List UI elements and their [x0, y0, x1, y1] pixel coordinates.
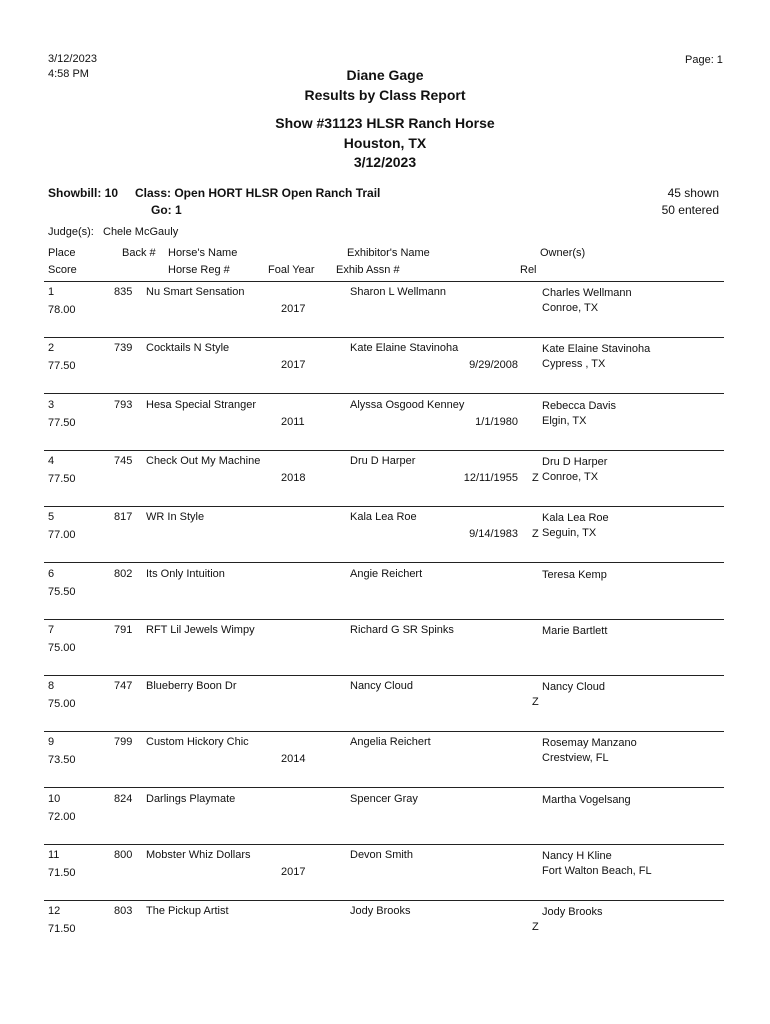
row-owner-location: Cypress , TX: [542, 358, 606, 371]
row-place: 4: [48, 454, 55, 467]
row-divider: [44, 337, 724, 338]
row-owner-name: Teresa Kemp: [542, 568, 607, 581]
report-owner-name: Diane Gage: [346, 67, 424, 83]
row-owner-name: Charles Wellmann: [542, 287, 632, 299]
row-rel: Z: [532, 528, 539, 541]
col-exhib-assn: Exhib Assn #: [336, 264, 400, 276]
row-exhibitor-date: 9/14/1983: [469, 528, 518, 541]
row-owner-location: Seguin, TX: [542, 527, 597, 540]
report-date: 3/12/2023: [48, 53, 97, 65]
header-divider: [44, 281, 724, 282]
row-place: 8: [48, 680, 55, 693]
row-score: 75.50: [48, 585, 76, 598]
row-exhibitor-name: Angie Reichert: [350, 567, 423, 580]
row-place: 10: [48, 792, 61, 805]
row-score: 77.50: [48, 472, 76, 485]
row-horse-name: Check Out My Machine: [146, 454, 261, 467]
row-exhibitor-date: 1/1/1980: [475, 415, 518, 428]
row-owner-name: Rebecca Davis: [542, 399, 616, 412]
row-rel: Z: [532, 471, 539, 484]
row-back-number: 747: [114, 680, 133, 693]
col-score: Score: [48, 264, 77, 276]
row-exhibitor-name: Sharon L Wellmann: [350, 286, 446, 298]
go-number: Go: 1: [151, 203, 182, 217]
report-time: 4:58 PM: [48, 68, 89, 80]
row-divider: [44, 675, 724, 676]
row-exhibitor-name: Spencer Gray: [350, 792, 418, 805]
row-foal-year: 2017: [281, 866, 306, 878]
report-title: Results by Class Report: [304, 87, 466, 103]
row-horse-name: Darlings Playmate: [146, 792, 236, 805]
row-horse-name: Custom Hickory Chic: [146, 736, 249, 749]
row-back-number: 800: [114, 849, 133, 861]
row-horse-name: RFT Lil Jewels Wimpy: [146, 623, 255, 636]
row-divider: [44, 562, 724, 563]
row-exhibitor-name: Kala Lea Roe: [350, 511, 417, 524]
row-rel: Z: [532, 921, 539, 934]
row-divider: [44, 900, 724, 901]
row-back-number: 739: [114, 342, 133, 355]
row-place: 12: [48, 905, 61, 918]
row-exhibitor-name: Nancy Cloud: [350, 680, 413, 693]
row-back-number: 791: [114, 623, 133, 636]
row-place: 1: [48, 286, 55, 298]
row-exhibitor-name: Devon Smith: [350, 849, 413, 861]
row-foal-year: 2014: [281, 753, 306, 766]
row-score: 72.00: [48, 810, 76, 823]
row-foal-year: 2018: [281, 471, 306, 484]
row-place: 9: [48, 736, 55, 749]
row-exhibitor-name: Angelia Reichert: [350, 736, 431, 749]
judges-label: Judge(s):: [48, 226, 94, 238]
row-back-number: 817: [114, 511, 133, 524]
row-owner-location: Elgin, TX: [542, 414, 587, 427]
class-name: Class: Open HORT HLSR Open Ranch Trail: [135, 186, 381, 200]
row-owner-name: Nancy H Kline: [542, 850, 612, 862]
row-score: 75.00: [48, 641, 76, 654]
row-place: 6: [48, 567, 55, 580]
row-horse-name: Cocktails N Style: [146, 342, 230, 355]
row-horse-name: Mobster Whiz Dollars: [146, 849, 251, 861]
row-back-number: 835: [114, 286, 133, 298]
row-rel: Z: [532, 696, 539, 709]
row-place: 2: [48, 342, 55, 355]
row-horse-name: The Pickup Artist: [146, 905, 229, 918]
row-divider: [44, 450, 724, 451]
row-exhibitor-date: 9/29/2008: [469, 359, 518, 372]
show-date: 3/12/2023: [353, 154, 417, 170]
col-horse-name: Horse's Name: [168, 247, 238, 259]
judges-names: Chele McGauly: [103, 226, 179, 238]
row-back-number: 745: [114, 454, 133, 467]
row-owner-name: Marie Bartlett: [542, 624, 608, 637]
row-horse-name: WR In Style: [146, 511, 205, 524]
row-owner-name: Nancy Cloud: [542, 681, 605, 694]
row-back-number: 802: [114, 567, 133, 580]
row-exhibitor-name: Richard G SR Spinks: [350, 623, 454, 636]
col-exhibitor: Exhibitor's Name: [347, 247, 430, 259]
row-owner-name: Jody Brooks: [542, 906, 603, 919]
row-back-number: 824: [114, 792, 133, 805]
show-name: Show #31123 HLSR Ranch Horse: [275, 115, 495, 131]
row-score: 75.00: [48, 698, 76, 711]
page-number: Page: 1: [685, 54, 723, 66]
row-back-number: 803: [114, 905, 133, 918]
row-owner-location: Conroe, TX: [542, 470, 599, 483]
row-score: 77.50: [48, 416, 76, 429]
shown-count: 45 shown: [667, 186, 719, 200]
showbill: Showbill: 10: [48, 186, 119, 200]
col-owners: Owner(s): [540, 247, 586, 259]
row-horse-name: Blueberry Boon Dr: [146, 680, 237, 693]
row-score: 73.50: [48, 754, 76, 767]
row-foal-year: 2011: [281, 415, 305, 428]
col-place: Place: [48, 247, 76, 259]
row-score: 71.50: [48, 867, 76, 879]
row-foal-year: 2017: [281, 303, 306, 315]
col-rel: Rel: [520, 264, 537, 276]
row-owner-name: Kala Lea Roe: [542, 512, 609, 525]
col-horse-reg: Horse Reg #: [168, 264, 230, 276]
row-owner-location: Crestview, FL: [542, 752, 609, 765]
show-location: Houston, TX: [343, 135, 427, 151]
row-score: 77.50: [48, 360, 76, 373]
row-back-number: 799: [114, 736, 133, 749]
row-place: 5: [48, 511, 55, 524]
row-owner-location: Fort Walton Beach, FL: [542, 865, 652, 877]
row-score: 78.00: [48, 304, 76, 316]
col-foal-year: Foal Year: [268, 264, 315, 276]
row-score: 71.50: [48, 923, 76, 936]
row-exhibitor-name: Jody Brooks: [350, 905, 411, 918]
row-divider: [44, 731, 724, 732]
row-owner-name: Dru D Harper: [542, 455, 608, 468]
row-exhibitor-name: Dru D Harper: [350, 454, 416, 467]
row-back-number: 793: [114, 398, 133, 411]
row-horse-name: Hesa Special Stranger: [146, 398, 257, 411]
row-horse-name: Its Only Intuition: [146, 567, 225, 580]
row-divider: [44, 844, 724, 845]
row-divider: [44, 619, 724, 620]
row-place: 11: [48, 849, 60, 861]
row-exhibitor-name: Kate Elaine Stavinoha: [350, 342, 459, 355]
row-horse-name: Nu Smart Sensation: [146, 286, 245, 298]
row-place: 7: [48, 623, 55, 636]
row-place: 3: [48, 398, 55, 411]
row-owner-name: Rosemay Manzano: [542, 737, 637, 750]
row-divider: [44, 393, 724, 394]
entered-count: 50 entered: [661, 203, 719, 217]
row-divider: [44, 506, 724, 507]
row-owner-location: Conroe, TX: [542, 302, 599, 314]
row-owner-name: Martha Vogelsang: [542, 793, 631, 806]
row-score: 77.00: [48, 529, 76, 542]
row-foal-year: 2017: [281, 359, 306, 372]
col-back: Back #: [122, 247, 156, 259]
row-exhibitor-name: Alyssa Osgood Kenney: [350, 398, 465, 411]
row-exhibitor-date: 12/11/1955: [463, 471, 518, 484]
row-divider: [44, 787, 724, 788]
row-owner-name: Kate Elaine Stavinoha: [542, 343, 651, 356]
